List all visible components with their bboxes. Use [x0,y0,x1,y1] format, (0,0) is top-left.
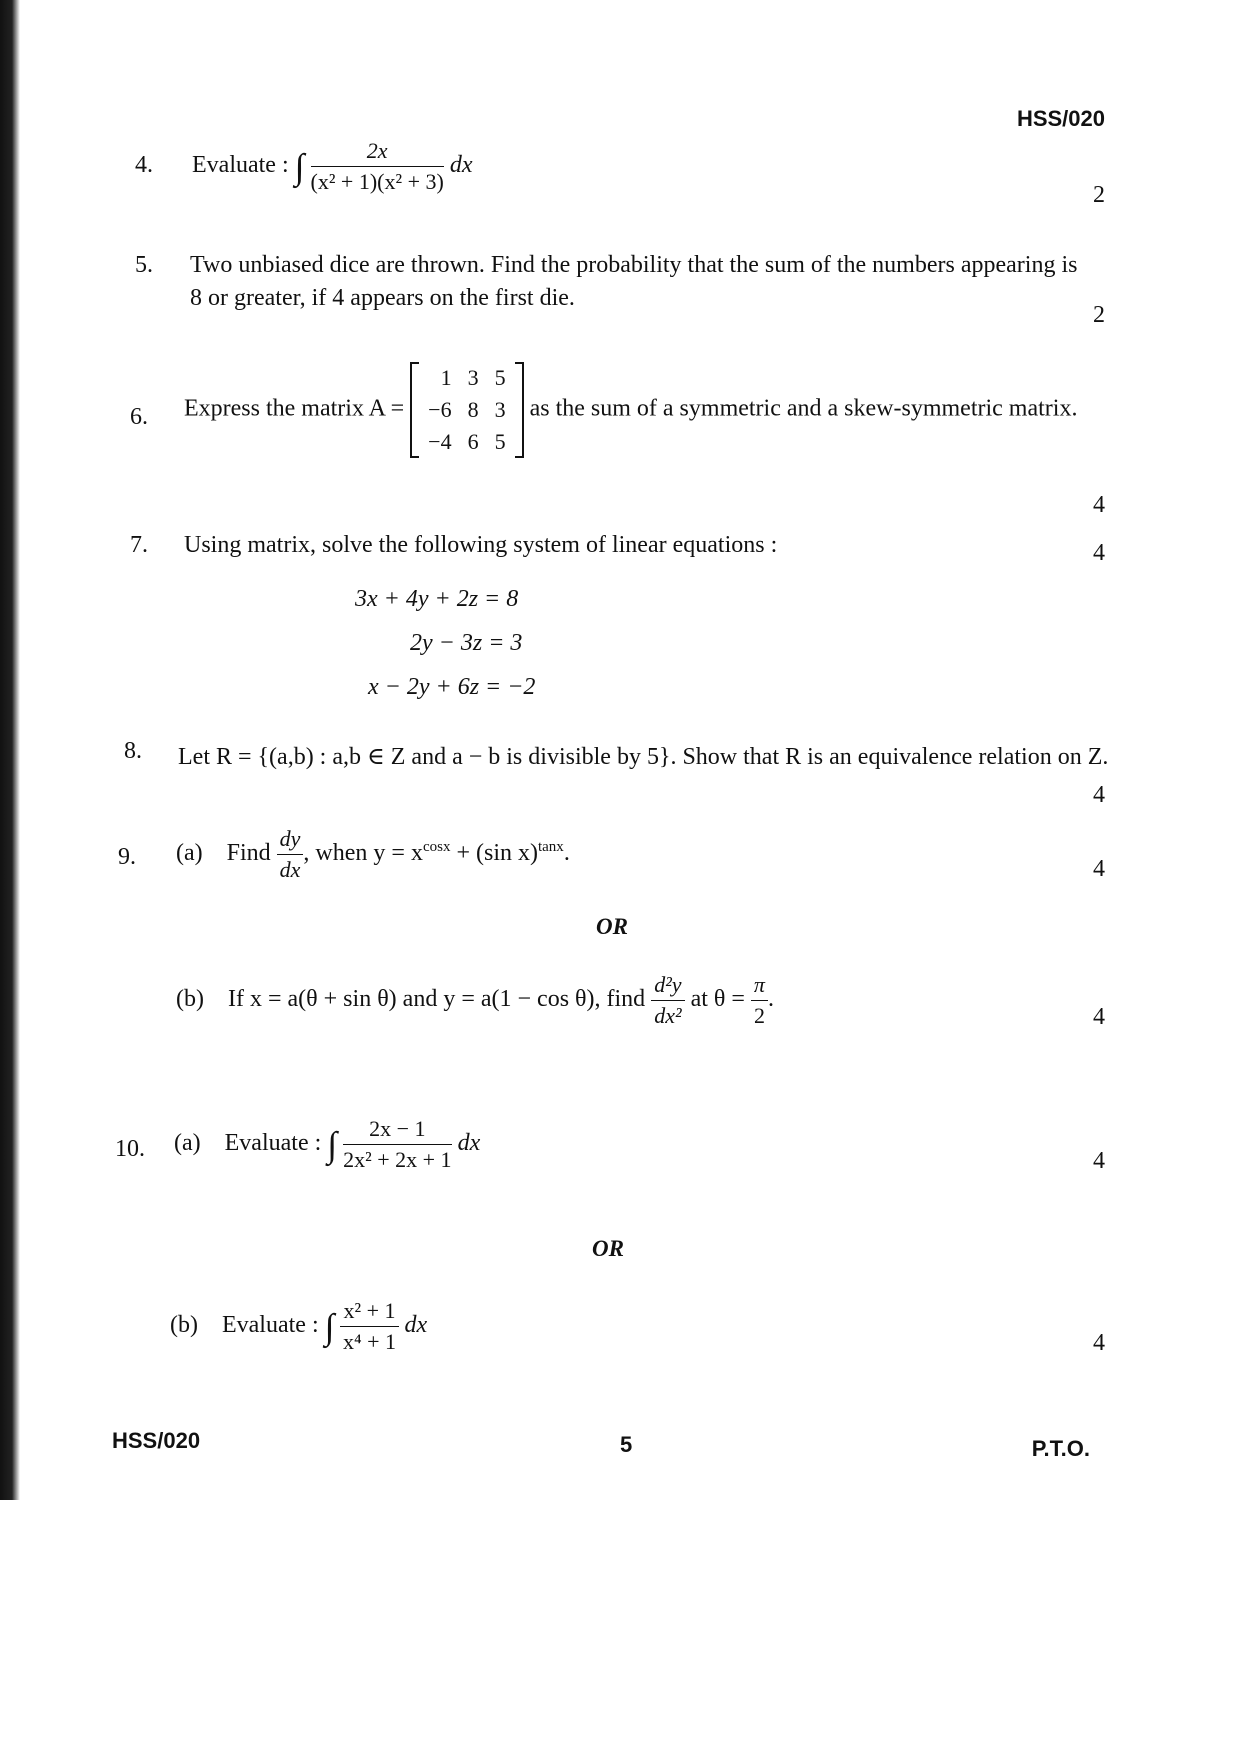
paper-code-top: HSS/020 [1016,106,1105,131]
question-text-line-2: 8 or greater, if 4 appears on the first die. [190,285,575,311]
marks: 4 [1093,1004,1105,1030]
integrand-fraction: $\frac{\text{x² + 1}}{\text{x⁴ + 1}}$ [340,1298,398,1355]
part-label: (b) [170,1312,198,1339]
integral-sign: ∫ [294,146,305,187]
differential: dx [449,152,473,179]
marks: 4 [1093,782,1105,808]
part-label: (a) [174,1130,201,1157]
question-text-line-1: Two unbiased dice are thrown. Find the probability that the sum of the numbers appearing is [190,252,1078,278]
part-a: (a) Evaluate : ∫ $\frac{2x - 1}{\text{2x² + 2x + 1}}$ dx [174,1116,481,1172]
question-number: 8. [124,738,142,764]
part-label: (a) [176,840,203,867]
pto-label: P.T.O. [1031,1436,1090,1461]
marks: 4 [1093,1148,1105,1174]
question-text: Evaluate : [221,1312,319,1339]
matrix-cell: 3 [494,397,506,422]
integral-sign: ∫ [324,1306,335,1347]
marks: 2 [1093,182,1105,208]
part-b: (b) Evaluate : ∫ $\frac{\text{x² + 1}}{\text{x⁴ + 1}}$ dx [170,1298,428,1354]
matrix-cell: 1 [440,365,452,390]
or-separator: OR [596,914,628,939]
question-text: If x = a(θ + sin θ) and y = a(1 − cos θ), find [227,986,646,1013]
derivative-fraction: $\frac{dy}{dx}$ [277,826,304,883]
marks: 2 [1093,302,1105,328]
scan-edge [0,0,20,1500]
pi-over-two-fraction: $\frac{\pi}{2}$ [751,972,768,1029]
matrix-a [410,362,523,458]
question-number: 7. [130,532,148,558]
equation-2: 2y − 3z = 3 [410,630,523,656]
matrix-cell: 5 [494,365,506,390]
equation-1: 3x + 4y + 2z = 8 [355,586,519,612]
question-text: Let R = {(a,b) : a,b ∈ Z and a − b is divisible by 5}. Show that R is an equivalence relation on Z. [178,744,1109,770]
question-text: Using matrix, solve the following system of linear equations : [184,532,778,558]
matrix-cell: −4 [428,429,452,454]
question-text: Evaluate : [224,1130,322,1157]
matrix-cell: 3 [467,365,479,390]
paper-code-footer: HSS/020 [112,1428,201,1453]
question-number: 9. [118,844,136,870]
matrix-cell: 8 [467,397,479,422]
question-label: Evaluate : [192,152,289,179]
part-b: (b) If x = a(θ + sin θ) and y = a(1 − cos θ), find $\frac{\text{d²y}}{\text{dx²}}$ at θ = $\frac{\pi}{2}$ . [176,972,774,1028]
part-label: (b) [176,986,204,1013]
question-number: 10. [115,1136,145,1162]
page-number: 5 [620,1432,633,1457]
question-number: 5. [135,252,153,278]
matrix-cell: 6 [467,429,479,454]
integral-sign: ∫ [327,1124,338,1165]
question-number: 6. [130,404,148,430]
matrix-cell: 5 [494,429,506,454]
matrix-cell: −6 [428,397,452,422]
find-label: Find [226,840,271,867]
question-suffix: as the sum of a symmetric and a skew-symmetric matrix. [529,395,1078,422]
or-separator: OR [592,1236,624,1261]
marks: 4 [1093,1330,1105,1356]
question-prefix: Express the matrix A = [184,395,405,422]
marks: 4 [1093,540,1105,566]
integrand-fraction: $\frac{2x}{\text{(x² + 1)(x² + 3)}}$ [310,138,444,194]
part-a: (a) Find $\frac{dy}{dx}$ , when $y = x^{cosx} + (\sin$ x)$^{tanx}$. [176,826,570,882]
marks: 4 [1093,492,1105,518]
question-number: 4. [135,152,153,178]
second-derivative-fraction: $\frac{\text{d²y}}{\text{dx²}}$ [651,972,684,1029]
equation-3: x − 2y + 6z = −2 [368,674,536,700]
integrand-fraction: $\frac{2x - 1}{\text{2x² + 2x + 1}}$ [343,1116,452,1172]
marks: 4 [1093,856,1105,882]
